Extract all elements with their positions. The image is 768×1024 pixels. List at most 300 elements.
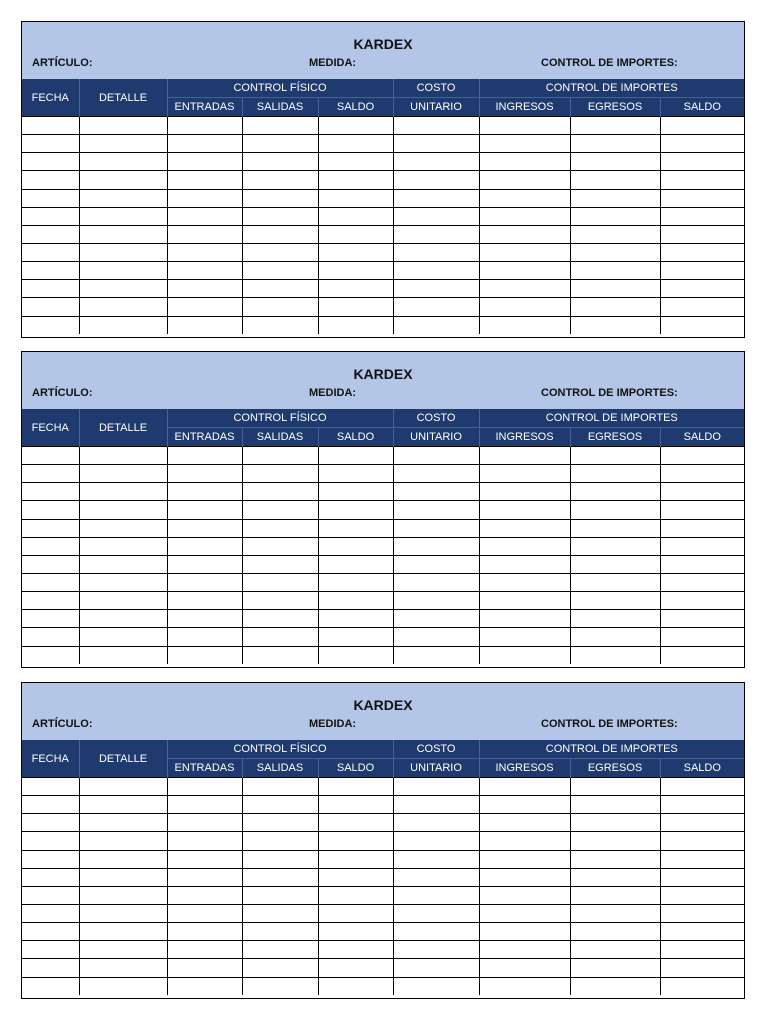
table-cell[interactable]: [393, 628, 479, 646]
table-cell[interactable]: [22, 447, 79, 465]
table-cell[interactable]: [79, 592, 167, 610]
table-cell[interactable]: [242, 573, 318, 591]
table-cell[interactable]: [242, 592, 318, 610]
table-cell[interactable]: [660, 904, 744, 922]
table-cell[interactable]: [242, 117, 318, 135]
table-cell[interactable]: [660, 555, 744, 573]
table-cell[interactable]: [167, 262, 242, 280]
table-cell[interactable]: [479, 868, 570, 886]
table-cell[interactable]: [167, 610, 242, 628]
table-cell[interactable]: [479, 447, 570, 465]
table-cell[interactable]: [22, 850, 79, 868]
table-cell[interactable]: [79, 519, 167, 537]
table-cell[interactable]: [479, 941, 570, 959]
table-cell[interactable]: [570, 447, 660, 465]
table-cell[interactable]: [660, 778, 744, 796]
table-cell[interactable]: [242, 189, 318, 207]
table-cell[interactable]: [167, 189, 242, 207]
table-cell[interactable]: [79, 778, 167, 796]
table-cell[interactable]: [570, 316, 660, 334]
table-cell[interactable]: [660, 225, 744, 243]
table-cell[interactable]: [570, 501, 660, 519]
table-cell[interactable]: [393, 923, 479, 941]
table-cell[interactable]: [570, 814, 660, 832]
table-cell[interactable]: [660, 447, 744, 465]
table-cell[interactable]: [79, 501, 167, 519]
table-cell[interactable]: [570, 796, 660, 814]
table-cell[interactable]: [393, 814, 479, 832]
table-cell[interactable]: [79, 280, 167, 298]
table-cell[interactable]: [660, 959, 744, 977]
table-cell[interactable]: [167, 977, 242, 995]
table-cell[interactable]: [242, 959, 318, 977]
table-cell[interactable]: [393, 592, 479, 610]
table-cell[interactable]: [570, 117, 660, 135]
table-cell[interactable]: [660, 886, 744, 904]
table-cell[interactable]: [167, 171, 242, 189]
table-cell[interactable]: [479, 796, 570, 814]
table-cell[interactable]: [318, 573, 393, 591]
table-cell[interactable]: [79, 959, 167, 977]
table-cell[interactable]: [318, 610, 393, 628]
table-cell[interactable]: [393, 243, 479, 261]
table-cell[interactable]: [570, 207, 660, 225]
table-cell[interactable]: [318, 537, 393, 555]
table-cell[interactable]: [479, 886, 570, 904]
table-cell[interactable]: [479, 832, 570, 850]
table-cell[interactable]: [318, 447, 393, 465]
table-cell[interactable]: [167, 316, 242, 334]
table-cell[interactable]: [242, 447, 318, 465]
table-cell[interactable]: [79, 573, 167, 591]
table-cell[interactable]: [393, 280, 479, 298]
table-cell[interactable]: [79, 850, 167, 868]
table-cell[interactable]: [79, 555, 167, 573]
table-cell[interactable]: [79, 153, 167, 171]
table-cell[interactable]: [79, 941, 167, 959]
table-cell[interactable]: [393, 262, 479, 280]
table-cell[interactable]: [22, 832, 79, 850]
table-cell[interactable]: [570, 280, 660, 298]
table-cell[interactable]: [22, 465, 79, 483]
table-cell[interactable]: [393, 153, 479, 171]
table-cell[interactable]: [570, 519, 660, 537]
table-cell[interactable]: [479, 977, 570, 995]
table-cell[interactable]: [393, 850, 479, 868]
table-cell[interactable]: [79, 537, 167, 555]
table-cell[interactable]: [660, 592, 744, 610]
table-cell[interactable]: [167, 447, 242, 465]
table-cell[interactable]: [22, 262, 79, 280]
table-cell[interactable]: [660, 316, 744, 334]
table-cell[interactable]: [318, 243, 393, 261]
table-cell[interactable]: [167, 904, 242, 922]
table-cell[interactable]: [393, 832, 479, 850]
table-cell[interactable]: [479, 465, 570, 483]
table-cell[interactable]: [22, 280, 79, 298]
table-cell[interactable]: [479, 117, 570, 135]
table-cell[interactable]: [570, 610, 660, 628]
table-cell[interactable]: [242, 977, 318, 995]
table-cell[interactable]: [570, 886, 660, 904]
table-cell[interactable]: [479, 280, 570, 298]
table-cell[interactable]: [393, 483, 479, 501]
table-cell[interactable]: [167, 207, 242, 225]
table-cell[interactable]: [393, 778, 479, 796]
table-cell[interactable]: [393, 465, 479, 483]
table-cell[interactable]: [479, 501, 570, 519]
table-cell[interactable]: [318, 959, 393, 977]
table-cell[interactable]: [570, 628, 660, 646]
table-cell[interactable]: [660, 117, 744, 135]
table-cell[interactable]: [242, 262, 318, 280]
table-cell[interactable]: [318, 778, 393, 796]
table-cell[interactable]: [242, 628, 318, 646]
table-cell[interactable]: [22, 868, 79, 886]
table-cell[interactable]: [393, 447, 479, 465]
table-cell[interactable]: [167, 519, 242, 537]
table-cell[interactable]: [318, 923, 393, 941]
table-cell[interactable]: [660, 189, 744, 207]
table-cell[interactable]: [570, 189, 660, 207]
table-cell[interactable]: [393, 868, 479, 886]
table-cell[interactable]: [393, 941, 479, 959]
table-cell[interactable]: [660, 646, 744, 664]
table-cell[interactable]: [660, 537, 744, 555]
table-cell[interactable]: [660, 135, 744, 153]
table-cell[interactable]: [167, 868, 242, 886]
table-cell[interactable]: [393, 225, 479, 243]
table-cell[interactable]: [318, 814, 393, 832]
table-cell[interactable]: [570, 225, 660, 243]
table-cell[interactable]: [570, 959, 660, 977]
table-cell[interactable]: [318, 298, 393, 316]
table-cell[interactable]: [393, 501, 479, 519]
table-cell[interactable]: [22, 814, 79, 832]
table-cell[interactable]: [22, 610, 79, 628]
table-cell[interactable]: [242, 483, 318, 501]
table-cell[interactable]: [479, 135, 570, 153]
table-cell[interactable]: [660, 628, 744, 646]
table-cell[interactable]: [79, 262, 167, 280]
table-cell[interactable]: [242, 904, 318, 922]
table-cell[interactable]: [479, 243, 570, 261]
table-cell[interactable]: [79, 868, 167, 886]
table-cell[interactable]: [79, 832, 167, 850]
table-cell[interactable]: [79, 225, 167, 243]
table-cell[interactable]: [318, 501, 393, 519]
table-cell[interactable]: [22, 778, 79, 796]
table-cell[interactable]: [479, 555, 570, 573]
table-cell[interactable]: [242, 171, 318, 189]
table-cell[interactable]: [318, 262, 393, 280]
table-cell[interactable]: [167, 850, 242, 868]
table-cell[interactable]: [22, 923, 79, 941]
table-cell[interactable]: [242, 778, 318, 796]
table-cell[interactable]: [393, 316, 479, 334]
table-cell[interactable]: [22, 796, 79, 814]
table-cell[interactable]: [479, 519, 570, 537]
table-cell[interactable]: [660, 483, 744, 501]
table-cell[interactable]: [167, 537, 242, 555]
table-cell[interactable]: [479, 814, 570, 832]
table-cell[interactable]: [660, 796, 744, 814]
table-cell[interactable]: [167, 628, 242, 646]
table-cell[interactable]: [79, 977, 167, 995]
table-cell[interactable]: [660, 814, 744, 832]
table-cell[interactable]: [79, 923, 167, 941]
table-cell[interactable]: [393, 171, 479, 189]
table-cell[interactable]: [167, 814, 242, 832]
table-cell[interactable]: [318, 646, 393, 664]
table-cell[interactable]: [242, 225, 318, 243]
table-cell[interactable]: [570, 977, 660, 995]
table-cell[interactable]: [79, 796, 167, 814]
table-cell[interactable]: [79, 171, 167, 189]
table-cell[interactable]: [242, 519, 318, 537]
table-cell[interactable]: [22, 519, 79, 537]
table-cell[interactable]: [479, 207, 570, 225]
table-cell[interactable]: [479, 904, 570, 922]
table-cell[interactable]: [479, 316, 570, 334]
table-cell[interactable]: [318, 135, 393, 153]
table-cell[interactable]: [22, 886, 79, 904]
table-cell[interactable]: [570, 465, 660, 483]
table-cell[interactable]: [660, 850, 744, 868]
table-cell[interactable]: [79, 447, 167, 465]
table-cell[interactable]: [318, 465, 393, 483]
table-cell[interactable]: [393, 537, 479, 555]
table-cell[interactable]: [479, 959, 570, 977]
table-cell[interactable]: [79, 316, 167, 334]
table-cell[interactable]: [318, 171, 393, 189]
table-cell[interactable]: [242, 153, 318, 171]
table-cell[interactable]: [242, 868, 318, 886]
table-cell[interactable]: [22, 959, 79, 977]
table-cell[interactable]: [318, 519, 393, 537]
table-cell[interactable]: [242, 832, 318, 850]
table-cell[interactable]: [79, 628, 167, 646]
table-cell[interactable]: [22, 153, 79, 171]
table-cell[interactable]: [318, 628, 393, 646]
table-cell[interactable]: [242, 501, 318, 519]
table-cell[interactable]: [167, 135, 242, 153]
table-cell[interactable]: [22, 941, 79, 959]
table-cell[interactable]: [393, 189, 479, 207]
table-cell[interactable]: [318, 977, 393, 995]
table-cell[interactable]: [660, 977, 744, 995]
table-cell[interactable]: [570, 153, 660, 171]
table-cell[interactable]: [660, 868, 744, 886]
table-cell[interactable]: [479, 850, 570, 868]
table-cell[interactable]: [479, 646, 570, 664]
table-cell[interactable]: [22, 243, 79, 261]
table-cell[interactable]: [167, 778, 242, 796]
table-cell[interactable]: [570, 778, 660, 796]
table-cell[interactable]: [242, 243, 318, 261]
table-cell[interactable]: [479, 225, 570, 243]
table-cell[interactable]: [660, 153, 744, 171]
table-cell[interactable]: [242, 796, 318, 814]
table-cell[interactable]: [22, 555, 79, 573]
table-cell[interactable]: [242, 850, 318, 868]
table-cell[interactable]: [167, 117, 242, 135]
table-cell[interactable]: [570, 171, 660, 189]
table-cell[interactable]: [22, 135, 79, 153]
table-cell[interactable]: [22, 646, 79, 664]
table-cell[interactable]: [242, 610, 318, 628]
table-cell[interactable]: [479, 573, 570, 591]
table-cell[interactable]: [660, 171, 744, 189]
table-cell[interactable]: [22, 225, 79, 243]
table-cell[interactable]: [318, 832, 393, 850]
table-cell[interactable]: [22, 592, 79, 610]
table-cell[interactable]: [479, 592, 570, 610]
table-cell[interactable]: [660, 519, 744, 537]
table-cell[interactable]: [660, 465, 744, 483]
table-cell[interactable]: [570, 135, 660, 153]
table-cell[interactable]: [393, 207, 479, 225]
table-cell[interactable]: [167, 243, 242, 261]
table-cell[interactable]: [79, 298, 167, 316]
table-cell[interactable]: [393, 904, 479, 922]
table-cell[interactable]: [479, 298, 570, 316]
table-cell[interactable]: [570, 555, 660, 573]
table-cell[interactable]: [22, 298, 79, 316]
table-cell[interactable]: [479, 778, 570, 796]
table-cell[interactable]: [393, 796, 479, 814]
table-cell[interactable]: [393, 117, 479, 135]
table-cell[interactable]: [167, 959, 242, 977]
table-cell[interactable]: [167, 796, 242, 814]
table-cell[interactable]: [318, 796, 393, 814]
table-cell[interactable]: [79, 904, 167, 922]
table-cell[interactable]: [79, 610, 167, 628]
table-cell[interactable]: [479, 153, 570, 171]
table-cell[interactable]: [22, 189, 79, 207]
table-cell[interactable]: [660, 941, 744, 959]
table-cell[interactable]: [167, 153, 242, 171]
table-cell[interactable]: [242, 814, 318, 832]
table-cell[interactable]: [242, 316, 318, 334]
table-cell[interactable]: [570, 537, 660, 555]
table-cell[interactable]: [570, 646, 660, 664]
table-cell[interactable]: [393, 977, 479, 995]
table-cell[interactable]: [167, 592, 242, 610]
table-cell[interactable]: [242, 207, 318, 225]
table-cell[interactable]: [479, 628, 570, 646]
table-cell[interactable]: [242, 537, 318, 555]
table-cell[interactable]: [167, 465, 242, 483]
table-cell[interactable]: [660, 262, 744, 280]
table-cell[interactable]: [660, 207, 744, 225]
table-cell[interactable]: [393, 573, 479, 591]
table-cell[interactable]: [167, 573, 242, 591]
table-cell[interactable]: [22, 207, 79, 225]
table-cell[interactable]: [22, 501, 79, 519]
table-cell[interactable]: [570, 483, 660, 501]
table-cell[interactable]: [570, 592, 660, 610]
table-cell[interactable]: [318, 280, 393, 298]
table-cell[interactable]: [79, 483, 167, 501]
table-cell[interactable]: [22, 483, 79, 501]
table-cell[interactable]: [570, 850, 660, 868]
table-cell[interactable]: [570, 262, 660, 280]
table-cell[interactable]: [22, 573, 79, 591]
table-cell[interactable]: [242, 298, 318, 316]
table-cell[interactable]: [242, 280, 318, 298]
table-cell[interactable]: [393, 959, 479, 977]
table-cell[interactable]: [79, 465, 167, 483]
table-cell[interactable]: [167, 501, 242, 519]
table-cell[interactable]: [318, 316, 393, 334]
table-cell[interactable]: [242, 465, 318, 483]
table-cell[interactable]: [79, 189, 167, 207]
table-cell[interactable]: [660, 573, 744, 591]
table-cell[interactable]: [479, 483, 570, 501]
table-cell[interactable]: [393, 298, 479, 316]
table-cell[interactable]: [660, 501, 744, 519]
table-cell[interactable]: [79, 886, 167, 904]
table-cell[interactable]: [167, 923, 242, 941]
table-cell[interactable]: [570, 573, 660, 591]
table-cell[interactable]: [479, 537, 570, 555]
table-cell[interactable]: [167, 555, 242, 573]
table-cell[interactable]: [570, 923, 660, 941]
table-cell[interactable]: [318, 153, 393, 171]
table-cell[interactable]: [22, 171, 79, 189]
table-cell[interactable]: [318, 886, 393, 904]
table-cell[interactable]: [570, 941, 660, 959]
table-cell[interactable]: [79, 135, 167, 153]
table-cell[interactable]: [22, 316, 79, 334]
table-cell[interactable]: [22, 904, 79, 922]
table-cell[interactable]: [167, 886, 242, 904]
table-cell[interactable]: [318, 189, 393, 207]
table-cell[interactable]: [242, 135, 318, 153]
table-cell[interactable]: [479, 610, 570, 628]
table-cell[interactable]: [79, 207, 167, 225]
table-cell[interactable]: [167, 832, 242, 850]
table-cell[interactable]: [167, 225, 242, 243]
table-cell[interactable]: [318, 483, 393, 501]
table-cell[interactable]: [22, 628, 79, 646]
table-cell[interactable]: [79, 243, 167, 261]
table-cell[interactable]: [570, 868, 660, 886]
table-cell[interactable]: [318, 850, 393, 868]
table-cell[interactable]: [167, 941, 242, 959]
table-cell[interactable]: [479, 171, 570, 189]
table-cell[interactable]: [318, 868, 393, 886]
table-cell[interactable]: [393, 886, 479, 904]
table-cell[interactable]: [393, 610, 479, 628]
table-cell[interactable]: [479, 923, 570, 941]
table-cell[interactable]: [479, 189, 570, 207]
table-cell[interactable]: [318, 117, 393, 135]
table-cell[interactable]: [393, 135, 479, 153]
table-cell[interactable]: [242, 886, 318, 904]
table-cell[interactable]: [242, 923, 318, 941]
table-cell[interactable]: [79, 646, 167, 664]
table-cell[interactable]: [570, 904, 660, 922]
table-cell[interactable]: [393, 555, 479, 573]
table-cell[interactable]: [479, 262, 570, 280]
table-cell[interactable]: [242, 555, 318, 573]
table-cell[interactable]: [393, 646, 479, 664]
table-cell[interactable]: [167, 483, 242, 501]
table-cell[interactable]: [167, 646, 242, 664]
table-cell[interactable]: [660, 610, 744, 628]
